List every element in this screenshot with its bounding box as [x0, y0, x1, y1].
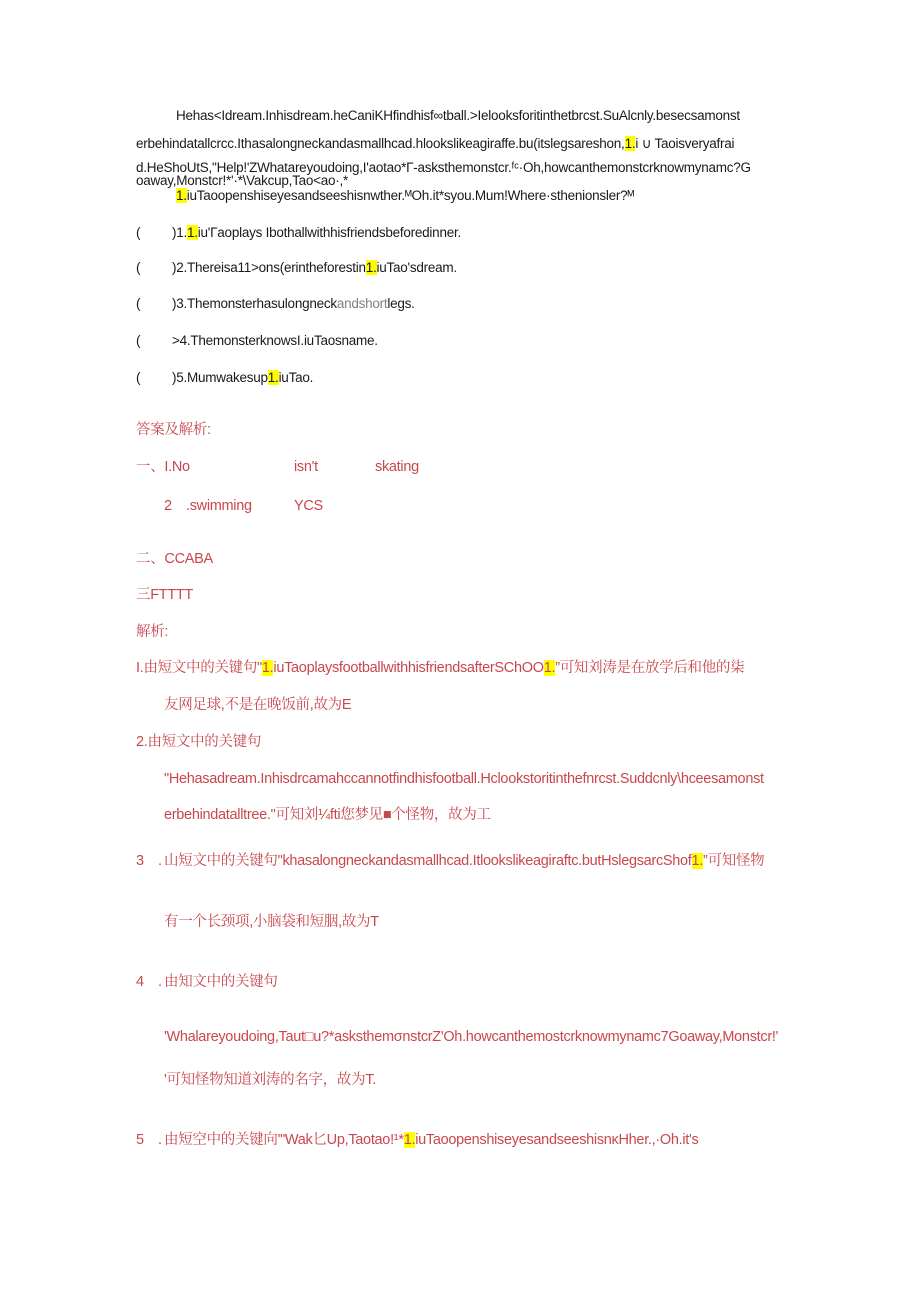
passage-line-1: Hehas<Idream.Inhisdream.heCaniKHfindhisf∞tball.>Ielooksforitinthetbrcst.SuAlcnly.besecsamonst — [176, 108, 740, 123]
question-prefix: >4.ThemonsterknowsI.iuTaosname. — [172, 333, 378, 348]
answer-paren: ( — [136, 296, 141, 311]
highlight-mark: 1. — [261, 660, 274, 676]
highlight-mark: 1. — [187, 225, 198, 240]
highlight-mark: 1. — [403, 1132, 416, 1148]
analysis-item-2-line-2: "Hehasadream.Inhisdrcamahccannotfindhisfootball.Hclookstoritinthefnrcst.Suddcnly\hceesamonst — [164, 771, 764, 787]
analysis-item-5 — [136, 1131, 698, 1149]
passage-line-3: d.HeShoUtS,"Help!'ZWhatareyoudoing,I'aotao*Γ-asksthemonstcr.ᶠᶜ·Oh,howcanthemonstcrknowmynamc?G — [136, 160, 751, 175]
highlight-mark: 1. — [543, 660, 556, 676]
section-1-answer-b: skating — [375, 459, 419, 475]
question-1 — [136, 224, 461, 242]
analysis-item-2-line-3: erbehindatalltree."可知刘¼fti您梦见■个怪物，故为工 — [164, 807, 491, 823]
section-1-label: 一、I.No — [136, 459, 190, 475]
analysis-item-1-line-2: 友网足球,不是在晚饭前,故为E — [164, 697, 352, 713]
analysis-item-1 — [136, 659, 744, 677]
question-prefix: )1. — [172, 225, 188, 240]
question-text: iuTao. — [278, 370, 314, 385]
item-number: 5 . — [136, 1132, 162, 1148]
analysis-text: iuTaoopenshiseyesandseeshisnκHher.,·Oh.it's — [415, 1132, 699, 1148]
analysis-text: iuTaoplaysfootballwithhisfriendsafterSChOO — [273, 660, 544, 676]
answer-paren: ( — [136, 225, 141, 240]
question-2 — [136, 259, 457, 277]
passage-line-5-text: iuTaoopenshiseyesandseeshisnwther.ᴹOh.it*syou.Mum!Where·sthenionsler?ᴹ — [186, 188, 635, 203]
passage-line-2-text: erbehindatallcrcc.Ithasalongneckandasmallhcad.hlookslikeagiraffe.bu(itslegsareshon, — [136, 136, 625, 151]
analysis-text: 山短文中的关键句"khasalongneckandasmallhcad.Itlookslikeagiraftc.butHslegsarcShof — [164, 853, 692, 869]
highlight-mark: 1. — [267, 370, 279, 385]
passage-line-2-tail: i ∪ Taoisveryafrai — [635, 136, 735, 151]
analysis-item-2: 2.由短文中的关键句 — [136, 734, 262, 750]
answer-paren: ( — [136, 260, 141, 275]
question-text: iuTao'sdream. — [376, 260, 457, 275]
question-prefix: )2.Thereisa11>ons(erintheforestin — [172, 260, 366, 275]
highlight-mark: 1. — [365, 260, 377, 275]
section-1-answer-a: isn't — [294, 459, 318, 475]
passage-line-4: oaway,Monstcr!*'·*\Vakcup,Tao<ao·,* — [136, 173, 349, 188]
highlight-mark: 1. — [691, 853, 704, 869]
analysis-item-4 — [136, 973, 278, 991]
analysis-text: I.由短文中的关键句" — [136, 660, 262, 676]
analysis-text: 由知文中的关键句 — [164, 974, 278, 990]
highlight-mark: 1. — [176, 188, 187, 203]
passage-line-2 — [136, 135, 734, 153]
question-gray-text: andshort — [336, 296, 388, 311]
analysis-item-4-line-3: '可知怪物知道刘涛的名字，故为T. — [164, 1072, 376, 1088]
question-text: iu'Γaoplays Ibothallwithhisfriendsbeforedinner. — [197, 225, 461, 240]
question-4 — [136, 332, 378, 350]
question-5 — [136, 369, 313, 387]
answer-paren: ( — [136, 370, 141, 385]
analysis-item-3-line-2: 有一个长颈项,小脑袋和短胭,故为T — [164, 914, 379, 930]
answer-paren: ( — [136, 333, 141, 348]
analysis-text: ”可知怪物 — [703, 853, 765, 869]
item-number: 3 . — [136, 853, 162, 869]
analysis-item-3 — [136, 852, 764, 870]
section-1-line-2: 2 .swimming — [164, 498, 252, 514]
section-2: 二、CCABA — [136, 551, 213, 567]
passage-line-5 — [176, 187, 634, 205]
item-number: 4 . — [136, 974, 162, 990]
question-3 — [136, 295, 415, 313]
question-prefix: )3.Themonsterhasulongneck — [172, 296, 337, 311]
analysis-item-4-line-2: 'Whalareyoudoing,Taut□u?*asksthemσnstcrZ'Oh.howcanthemostcrknowmynamc7Goaway,Monstcr!' — [164, 1029, 779, 1045]
highlight-mark: 1. — [624, 136, 636, 151]
section-3: 三FTTTT — [136, 587, 193, 603]
answers-heading: 答案及解析: — [136, 422, 211, 438]
analysis-heading: 解析: — [136, 624, 169, 640]
section-1-line-2-b: YCS — [294, 498, 323, 514]
analysis-text: ”可知刘涛是在放学后和他的柒 — [555, 660, 745, 676]
analysis-text: 由短空中的关键向'"Wak匕Up,Taotao!¹* — [164, 1132, 404, 1148]
question-prefix: )5.Mumwakesup — [172, 370, 268, 385]
question-text: legs. — [387, 296, 415, 311]
